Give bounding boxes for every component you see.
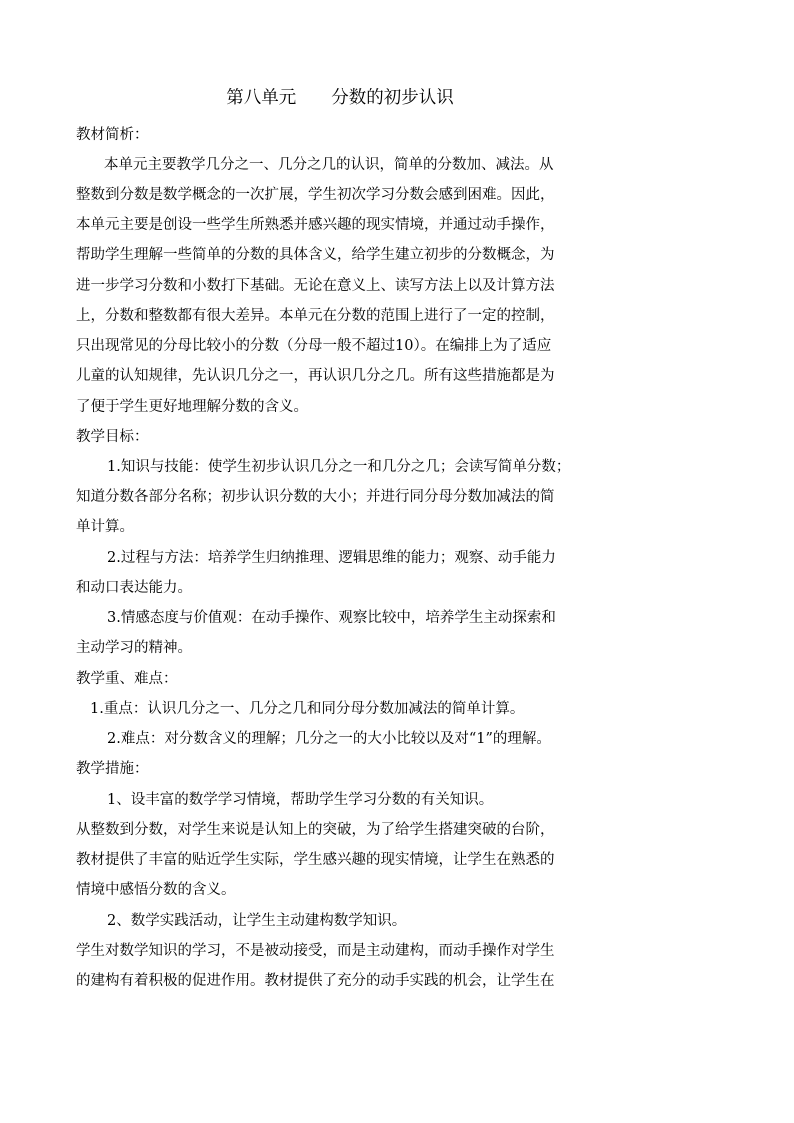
- paragraph-line: 本单元主要教学几分之一、几分之几的认识，简单的分数加、减法。从: [104, 157, 554, 173]
- goal-item-line: 单计算。: [76, 519, 134, 535]
- paragraph-line: 本单元主要是创设一些学生所熟悉并感兴趣的现实情境，并通过动手操作，: [76, 217, 555, 233]
- heading-teaching-goals: 教学目标：: [76, 429, 149, 445]
- paragraph-line: 学生对数学知识的学习，不是被动接受，而是主动建构，而动手操作对学生: [76, 943, 555, 959]
- goal-item-line: 主动学习的精神。: [76, 640, 192, 656]
- paragraph-line: 帮助学生理解一些简单的分数的具体含义，给学生建立初步的分数概念，为: [76, 247, 555, 263]
- paragraph-line: 教材提供了丰富的贴近学生实际，学生感兴趣的现实情境，让学生在熟悉的: [76, 852, 555, 868]
- paragraph-line: 情境中感悟分数的含义。: [76, 882, 236, 898]
- document-title: 第八单元 分数的初步认识: [226, 88, 454, 108]
- goal-item: 1.知识与技能：使学生初步认识几分之一和几分之几；会读写简单分数；: [107, 459, 571, 475]
- goal-item-line: 和动口表达能力。: [76, 580, 192, 596]
- paragraph-line: 进一步学习分数和小数打下基础。无论在意义上、读写方法上以及计算方法: [76, 278, 555, 294]
- heading-key-difficult-points: 教学重、难点：: [76, 671, 178, 687]
- key-point-item: 1.重点：认识几分之一、几分之几和同分母分数加减法的简单计算。: [90, 701, 525, 717]
- paragraph-line: 上，分数和整数都有很大差异。本单元在分数的范围上进行了一定的控制，: [76, 308, 555, 324]
- difficult-point-item: 2.难点：对分数含义的理解；几分之一的大小比较以及对“1”的理解。: [107, 731, 551, 747]
- paragraph-line: 的建构有着积极的促进作用。教材提供了充分的动手实践的机会，让学生在: [76, 973, 555, 989]
- goal-item: 2.过程与方法：培养学生归纳推理、逻辑思维的能力；观察、动手能力: [107, 550, 556, 566]
- paragraph-line: 只出现常见的分母比较小的分数（分母一般不超过10）。在编排上为了适应: [76, 338, 552, 354]
- paragraph-line: 整数到分数是数学概念的一次扩展，学生初次学习分数会感到困难。因此，: [76, 187, 555, 203]
- heading-teaching-measures: 教学措施：: [76, 761, 149, 777]
- paragraph-line: 从整数到分数，对学生来说是认知上的突破，为了给学生搭建突破的台阶，: [76, 822, 555, 838]
- goal-item: 3.情感态度与价值观：在动手操作、观察比较中，培养学生主动探索和: [107, 610, 556, 626]
- measure-item: 1、设丰富的数学学习情境，帮助学生学习分数的有关知识。: [107, 792, 494, 808]
- paragraph-line: 儿童的认知规律，先认识几分之一，再认识几分之几。所有这些措施都是为: [76, 368, 555, 384]
- heading-material-analysis: 教材简析：: [76, 127, 149, 143]
- goal-item-line: 知道分数各部分名称；初步认识分数的大小；并进行同分母分数加减法的简: [76, 489, 555, 505]
- measure-item: 2、数学实践活动，让学生主动建构数学知识。: [107, 913, 407, 929]
- paragraph-line: 了便于学生更好地理解分数的含义。: [76, 399, 308, 415]
